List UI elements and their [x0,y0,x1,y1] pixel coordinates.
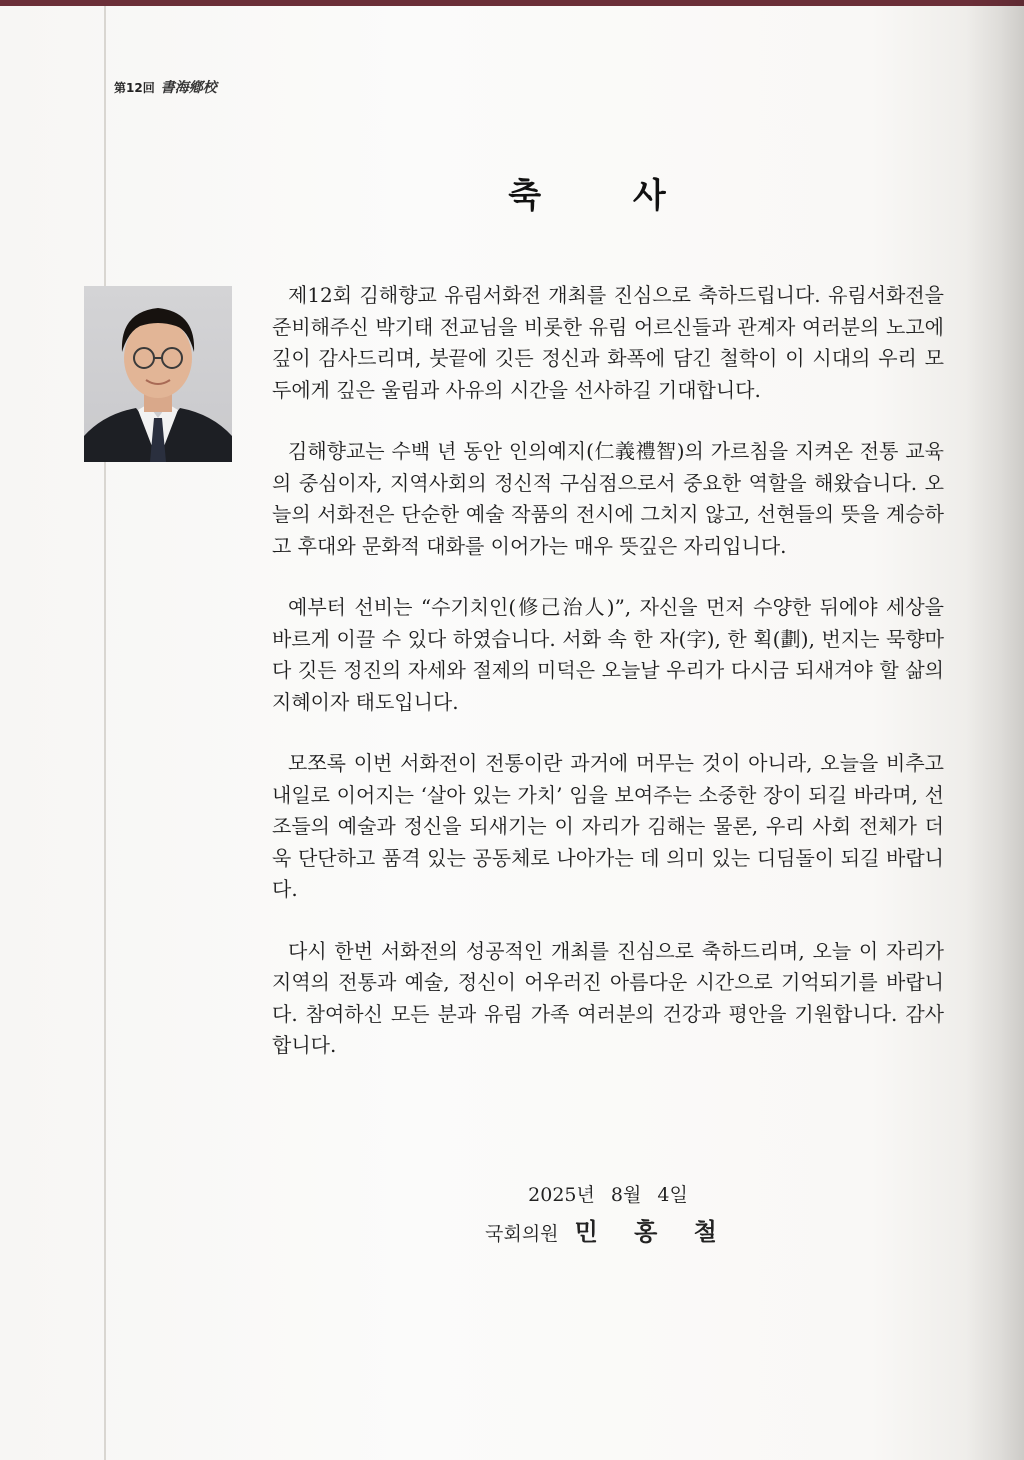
message-body [272,280,944,1092]
paragraph-5: 다시 한번 서화전의 성공적인 개최를 진심으로 축하드리며, 오늘 이 자리가 지역의 전통과 예술, 정신이 어우러진 아름다운 시간으로 기억되기를 바랍니다. 참여하신 모든 분과 유림 가족 여러분의 건강과 평안을 기원합니다. 감사합니다. [272,938,944,1057]
calligraphy-logo: 書海鄕校 [160,80,217,96]
binding-margin-line [104,6,106,1460]
paragraph-3: 예부터 선비는 “수기치인(修己治人)”, 자신을 먼저 수양한 뒤에야 세상을 바르게 이끌 수 있다 하였습니다. 서화 속 한 자(字), 한 획(劃), 번지는 묵향마다 깃든 정진의 자세와 절제의 미덕은 오늘날 우리가 다시금 되새겨야 할 삶의 지혜이자 태도입니다. [272,595,944,714]
paragraph-2: 김해향교는 수백 년 동안 인의예지(仁義禮智)의 가르침을 지켜온 전통 교육의 중심이자, 지역사회의 정신적 구심점으로서 중요한 역할을 해왔습니다. 오늘의 서화전은 단순한 예술 작품의 전시에 그치지 않고, 선현들의 뜻을 계승하고 후대와 문화적 대화를 이어가는 매우 뜻깊은 자리입니다. [272,439,944,558]
running-header [114,77,217,97]
paragraph-1: 제12회 김해향교 유림서화전 개최를 진심으로 축하드립니다. 유림서화전을 준비해주신 박기태 전교님을 비롯한 유림 어르신들과 관계자 여러분의 노고에 깊이 감사드리며, 붓끝에 깃든 정신과 화폭에 담긴 철학이 이 시대의 우리 모두에게 깊은 울림과 사유의 시간을 선사하길 기대합니다. [272,283,944,402]
page-edge-shadow [966,0,1024,1460]
paragraph-4: 모쪼록 이번 서화전이 전통이란 과거에 머무는 것이 아니라, 오늘을 비추고 내일로 이어지는 ‘살아 있는 가치’ 임을 보여주는 소중한 장이 되길 바라며, 선조들의 예술과 정신을 되새기는 이 자리가 김해는 물론, 우리 사회 전체가 더욱 단단하고 품격 있는 공동체로 나아가는 데 의미 있는 디딤돌이 되길 바랍니다. [272,751,944,901]
issue-label: 第12回 [114,80,155,95]
signature-role: 국회의원 [485,1223,559,1245]
signature-name: 민 홍 철 [574,1217,731,1246]
portrait-photo [84,286,232,462]
portrait-photo-icon [84,286,232,462]
signature-line [272,1212,944,1247]
page-title: 축 사 [508,176,706,216]
signature-date: 2025년 8월 4일 [528,1184,688,1206]
